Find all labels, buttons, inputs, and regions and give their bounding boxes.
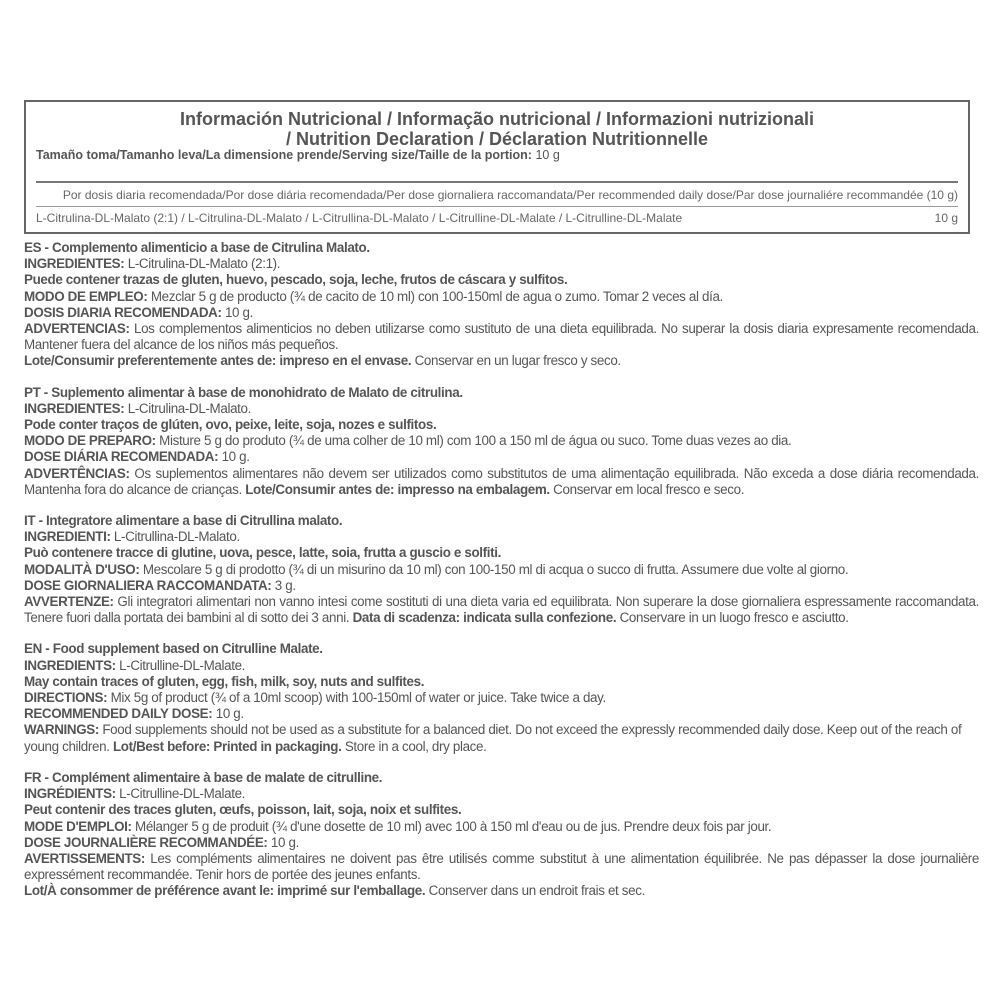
warnings-line	[24, 594, 979, 626]
allergen-traces: May contain traces of gluten, egg, fish, milk, soy, nuts and sulfites.	[24, 673, 425, 689]
directions-line	[24, 562, 979, 578]
dose-value: 10 g.	[212, 706, 244, 722]
nutrition-title	[26, 109, 968, 149]
language-sections	[24, 240, 979, 915]
dose-line	[24, 578, 979, 594]
allergen-traces: Può contenere tracce di glutine, uova, pesce, latte, soia, frutta a guscio e solfiti.	[24, 545, 501, 561]
section-heading: EN - Food supplement based on Citrulline Malate.	[24, 641, 323, 657]
ingredients-value: L-Citrulline-DL-Malate.	[115, 657, 246, 673]
ingredients-label: INGREDIENTES:	[24, 256, 125, 272]
ingredients-value: L-Citrulina-DL-Malato (2:1).	[124, 256, 281, 272]
dose-line	[24, 305, 979, 321]
directions-value: Mélanger 5 g de produit (¾ d'une dosette de 10 ml) avec 100 à 150 ml d'eau ou de jus. Prendre deux fois par jour.	[131, 818, 772, 834]
dose-label: DOSE DIÁRIA RECOMENDADA:	[24, 449, 219, 465]
directions-line	[24, 289, 979, 305]
ingredients-line	[24, 529, 979, 545]
warnings-line	[24, 722, 979, 754]
ingredients-label: INGRÉDIENTS:	[24, 786, 116, 802]
lot-label: Lote/Consumir preferentemente antes de: impreso en el envase.	[24, 353, 412, 369]
directions-label: MODALITÀ D'USO:	[24, 561, 140, 577]
directions-value: Mescolare 5 g di prodotto (¾ di un misurino da 10 ml) con 100-150 ml di acqua o succo di frutta. Assumere due volte al giorno.	[139, 561, 849, 577]
section-es	[24, 240, 979, 370]
warnings-label: ADVERTENCIAS:	[24, 321, 130, 337]
directions-value: Misture 5 g do produto (¾ de uma colher de 10 ml) com 100 a 150 ml de água ou suco. Tome duas vezes ao dia.	[155, 433, 792, 449]
lot-line	[24, 883, 979, 899]
section-heading: IT - Integratore alimentare a base di Citrullina malato.	[24, 513, 343, 529]
dose-value: 10 g.	[218, 449, 250, 465]
section-heading: ES - Complemento alimenticio a base de Citrulina Malato.	[24, 240, 370, 255]
directions-label: DIRECTIONS:	[24, 690, 108, 706]
directions-label: MODE D'EMPLOI:	[24, 818, 132, 834]
warnings-value: Food supplements should not be used as a substitute for a balanced diet. Do not exceed the expressly recommended daily dose. Keep out of the reach of young children.	[24, 722, 962, 754]
warnings-line	[24, 321, 979, 353]
directions-value: Mix 5g of product (¾ of a 10ml scoop) with 100-150ml of water or juice. Take twice a day.	[107, 690, 606, 706]
allergen-traces: Puede contener trazas de gluten, huevo, pescado, soja, leche, frutos de cáscara y sulfitos.	[24, 272, 568, 288]
dose-label: DOSIS DIARIA RECOMENDADA:	[24, 304, 222, 320]
serving-size	[36, 148, 560, 162]
dose-label: RECOMMENDED DAILY DOSE:	[24, 706, 213, 722]
directions-line	[24, 819, 979, 835]
per-dose-header: Por dosis diaria recomendada/Por dose diária recomendada/Per dose giornaliera raccomandata/Per recommended daily dose/Par dose journaliére recommandée (10 g)	[62, 188, 958, 202]
ingredients-line	[24, 401, 979, 417]
nutrition-table	[24, 100, 970, 234]
table-row-divider	[36, 206, 958, 207]
ingredients-value: L-Citrullina-DL-Malato.	[110, 529, 240, 545]
dose-line	[24, 449, 979, 465]
dose-line	[24, 706, 979, 722]
table-row	[36, 211, 958, 225]
lot-label: Data di scadenza: indicata sulla confezione.	[352, 610, 617, 626]
directions-value: Mezclar 5 g de producto (¾ de cacito de 10 ml) con 100-150ml de agua o zumo. Tomar 2 veces al día.	[147, 288, 723, 304]
serving-size-label: Tamaño toma/Tamanho leva/La dimensione prende/Serving size/Taille de la portion:	[36, 148, 532, 162]
dose-value: 10 g.	[267, 834, 299, 850]
warnings-line	[24, 851, 979, 883]
ingredients-value: L-Citrulline-DL-Malate.	[115, 786, 246, 802]
lot-line	[24, 353, 979, 369]
ingredients-line	[24, 658, 979, 674]
directions-label: MODO DE EMPLEO:	[24, 288, 148, 304]
allergen-traces: Peut contenir des traces gluten, œufs, poisson, lait, soja, noix et sulfites.	[24, 802, 462, 818]
storage-value: Store in a cool, dry place.	[341, 738, 487, 754]
lot-label: Lote/Consumir antes de: impresso na embalagem.	[245, 481, 550, 497]
nutrition-title-line2: / Nutrition Declaration / Déclaration Nutritionnelle	[285, 129, 709, 149]
dose-label: DOSE GIORNALIERA RACCOMANDATA:	[24, 577, 272, 593]
ingredients-line	[24, 786, 979, 802]
warnings-label: AVVERTENZE:	[24, 594, 114, 610]
ingredients-line	[24, 256, 979, 272]
nutrition-title-line1: Información Nutricional / Informação nutricional / Informazioni nutrizionali	[179, 109, 815, 129]
warnings-label: ADVERTÊNCIAS:	[24, 465, 130, 481]
storage-value: Conservar en un lugar fresco y seco.	[411, 353, 621, 369]
directions-line	[24, 433, 979, 449]
section-en	[24, 641, 979, 754]
ingredients-label: INGREDIENTI:	[24, 529, 111, 545]
section-heading: PT - Suplemento alimentar à base de monohidrato de Malato de citrulina.	[24, 384, 463, 400]
lot-label: Lot/Best before: Printed in packaging.	[112, 738, 342, 754]
ingredients-label: INGREDIENTS:	[24, 657, 116, 673]
ingredients-value: L-Citrulina-DL-Malato.	[124, 400, 252, 416]
dose-label: DOSE JOURNALIÈRE RECOMMANDÉE:	[24, 834, 268, 850]
directions-line	[24, 690, 979, 706]
dose-value: 3 g.	[271, 577, 296, 593]
section-heading: FR - Complément alimentaire à base de malate de citrulline.	[24, 769, 383, 785]
section-pt	[24, 385, 979, 498]
storage-value: Conservare in un luogo fresco e asciutto.	[616, 610, 849, 626]
storage-value: Conservar em local fresco e seco.	[549, 481, 745, 497]
serving-size-value: 10 g	[535, 148, 560, 162]
directions-label: MODO DE PREPARO:	[24, 433, 156, 449]
section-it	[24, 513, 979, 626]
section-fr	[24, 770, 979, 900]
warnings-label: WARNINGS:	[24, 722, 99, 738]
warnings-line	[24, 466, 979, 498]
warnings-value: Gli integratori alimentari non vanno intesi come sostituti di una dieta varia ed equilibrata. Non superare la dose giornaliera espressamente raccomandata. Tenere fuori dalla portata dei bambini al di sotto dei 3 anni.	[24, 594, 979, 626]
ingredient-name: L-Citrulina-DL-Malato (2:1) / L-Citrulina-DL-Malato / L-Citrullina-DL-Malato / L-Citrulline-DL-Malate / L-Citrulline-DL-Malate	[36, 211, 683, 225]
warnings-label: AVERTISSEMENTS:	[24, 850, 145, 866]
warnings-value: Los complementos alimenticios no deben utilizarse como sustituto de una dieta equilibrada. No superar la dosis diaria expresamente recomendada. Mantener fuera del alcance de los niños más pequeños.	[24, 321, 979, 353]
dose-value: 10 g.	[221, 304, 253, 320]
table-divider	[36, 181, 958, 183]
ingredient-amount: 10 g	[934, 211, 958, 225]
dose-line	[24, 835, 979, 851]
allergen-traces: Pode conter traços de glúten, ovo, peixe, leite, soja, nozes e sulfitos.	[24, 417, 437, 433]
warnings-value: Les compléments alimentaires ne doivent pas être utilisés comme substitut à une alimentation équilibrée. Ne pas dépasser la dose journalière expressément recommandée. Tenir hors de portée des jeunes enfants.	[24, 850, 979, 883]
lot-label: Lot/À consommer de préférence avant le: imprimé sur l'emballage.	[24, 883, 426, 899]
storage-value: Conserver dans un endroit frais et sec.	[425, 883, 645, 899]
warnings-value: Os suplementos alimentares não devem ser utilizados como substitutos de uma alimentação equilibrada. Não exceda a dose diária recomendada. Mantenha fora do alcance de crianças.	[24, 465, 979, 497]
ingredients-label: INGREDIENTES:	[24, 400, 125, 416]
